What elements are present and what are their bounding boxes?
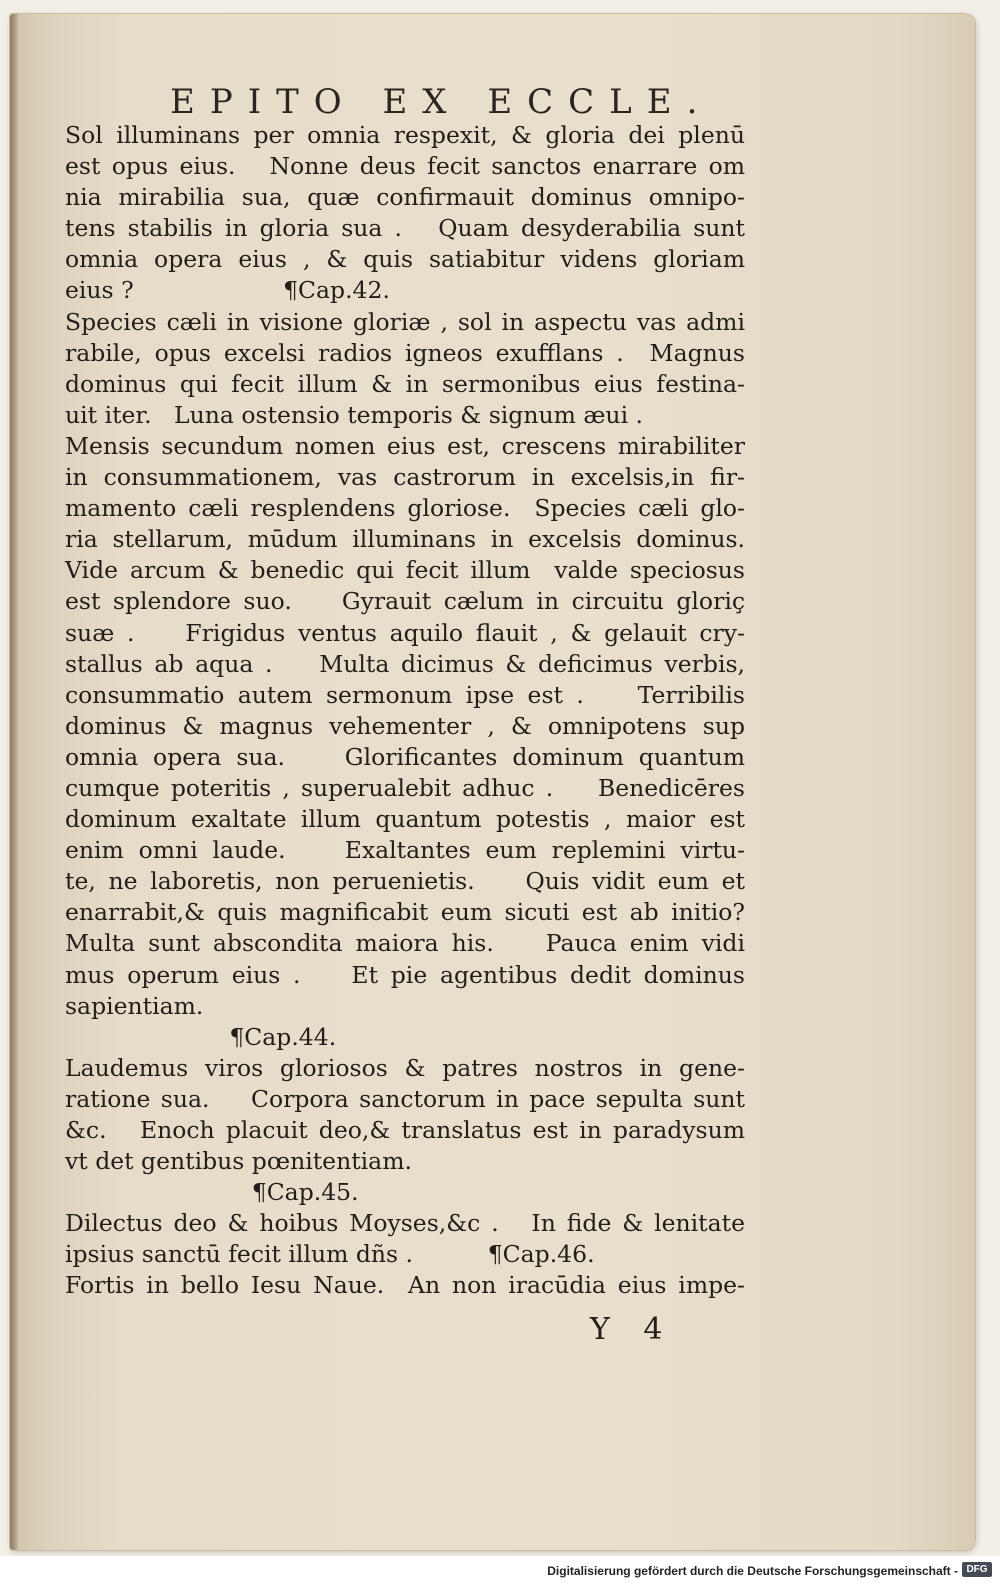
text-line: est splendore suo. Gyrauit cælum in circuitu gloriç	[65, 587, 745, 616]
text-line: ratione sua. Corpora sanctorum in pace sepulta sunt	[65, 1084, 745, 1113]
text-line: vt det gentibus pœnitentiam.	[65, 1147, 412, 1176]
text-line: est opus eius. Nonne deus fecit sanctos enarrare om	[65, 152, 745, 181]
text-line: Sol illuminans per omnia respexit, & gloria dei plenū	[65, 121, 745, 149]
footer-credit: Digitalisierung gefördert durch die Deutsche Forschungsgemeinschaft -	[547, 1564, 958, 1578]
text-line: consummatio autem sermonum ipse est . Terribilis	[65, 680, 745, 709]
text-line: ¶Cap.44.	[65, 1022, 337, 1051]
text-line: Laudemus viros gloriosos & patres nostros in gene-	[65, 1053, 745, 1082]
signature-mark: Y 4	[590, 1312, 675, 1347]
text-line: Multa sunt abscondita maiora his. Pauca enim vidi	[65, 929, 745, 958]
running-head: EPITO EX ECCLE.	[170, 82, 713, 122]
text-line: dominus qui fecit illum & in sermonibus eius festina-	[65, 369, 745, 398]
text-line: mamento cæli resplendens gloriose. Species cæli glo-	[65, 494, 745, 523]
text-line: tens stabilis in gloria sua . Quam desyderabilia sunt	[65, 214, 745, 243]
text-line: &c. Enoch placuit deo,& translatus est in paradysum	[65, 1116, 745, 1144]
text-line: ¶Cap.45.	[65, 1178, 359, 1207]
text-line: mus operum eius . Et pie agentibus dedit dominus	[65, 960, 745, 989]
dfg-logo-icon: DFG	[962, 1562, 992, 1577]
text-line: dominum exaltate illum quantum potestis , maior est	[65, 805, 745, 834]
text-line: in consummationem, vas castrorum in excelsis,in fir-	[65, 463, 745, 492]
text-line: rabile, opus excelsi radios igneos exufflans . Magnus	[65, 338, 745, 367]
text-line: eius ? ¶Cap.42.	[65, 276, 390, 305]
text-line: Dilectus deo & hoibus Moyses,&c . In fide & lenitate	[65, 1209, 745, 1238]
text-line: Fortis in bello Iesu Naue. An non iracūdia eius impe-	[65, 1271, 745, 1300]
text-line: Species cæli in visione gloriæ , sol in aspectu vas admi	[65, 307, 745, 336]
text-line: sapientiam.	[65, 991, 204, 1020]
text-line: omnia opera eius , & quis satiabitur videns gloriam	[65, 245, 745, 274]
text-line: dominus & magnus vehementer , & omnipotens sup	[65, 711, 745, 740]
text-line: ria stellarum, mūdum illuminans in excelsis dominus.	[65, 525, 745, 554]
text-line: ipsius sanctū fecit illum dñs . ¶Cap.46.	[65, 1240, 595, 1269]
text-line: Mensis secundum nomen eius est, crescens mirabiliter	[65, 431, 745, 460]
text-line: cumque poteritis , superualebit adhuc . Benedicēres	[65, 773, 745, 802]
text-line: stallus ab aqua . Multa dicimus & deficimus verbis,	[65, 649, 745, 678]
text-line: uit iter. Luna ostensio temporis & signum æui .	[65, 400, 644, 429]
text-line: te, ne laboretis, non peruenietis. Quis vidit eum et	[65, 867, 745, 896]
footer-bar	[0, 1556, 1000, 1587]
text-line: Vide arcum & benedic qui fecit illum valde speciosus	[65, 556, 745, 585]
text-line: omnia opera sua. Glorificantes dominum quantum	[65, 742, 745, 771]
text-line: enarrabit,& quis magnificabit eum sicuti est ab initio?	[65, 898, 745, 927]
body-text	[65, 120, 745, 1302]
text-line: nia mirabilia sua, quæ confirmauit dominus omnipo-	[65, 183, 745, 212]
text-line: enim omni laude. Exaltantes eum replemini virtu-	[65, 836, 745, 865]
text-line: suæ . Frigidus ventus aquilo flauit , & gelauit cry-	[65, 618, 745, 647]
